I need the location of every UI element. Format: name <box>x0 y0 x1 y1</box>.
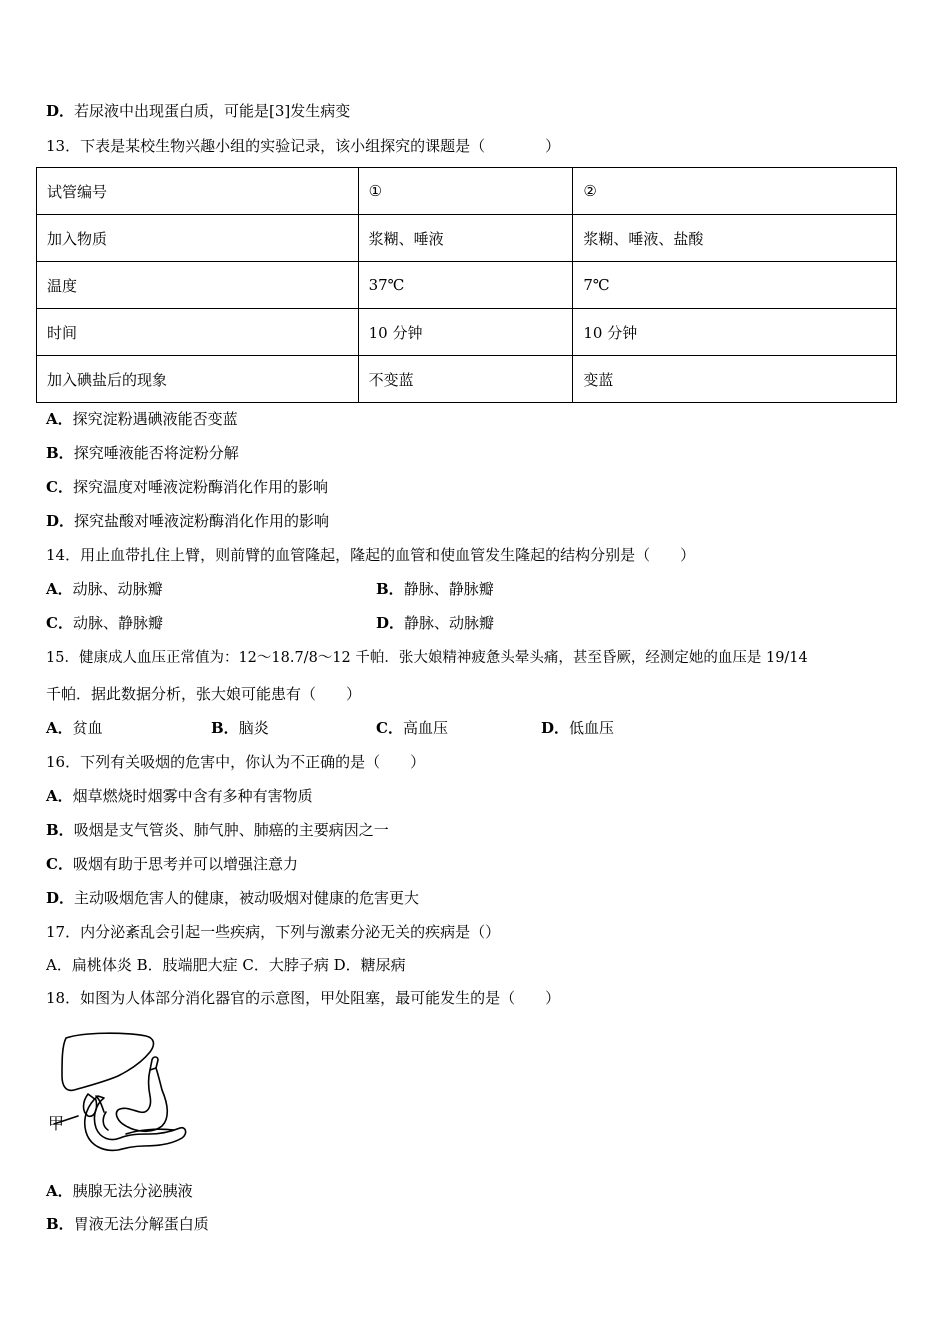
q16-option-b <box>46 820 389 840</box>
table-cell: 变蓝 <box>573 356 897 403</box>
table-row <box>37 356 897 403</box>
option-letter: B． <box>46 444 74 462</box>
q18-option-b <box>46 1214 209 1234</box>
experiment-table <box>36 167 897 403</box>
option-text: 胃液无法分解蛋白质 <box>73 1215 209 1233</box>
table-cell: 10 分钟 <box>573 309 897 356</box>
option-text: 探究淀粉遇碘液能否变蓝 <box>72 410 238 428</box>
option-text: 探究唾液能否将淀粉分解 <box>73 444 239 462</box>
stomach-outline <box>116 1068 167 1131</box>
option-text: 主动吸烟危害人的健康，被动吸烟对健康的危害更大 <box>74 889 420 907</box>
option-text: 脑炎 <box>238 719 269 737</box>
q13-stem: 13．下表是某校生物兴趣小组的实验记录，该小组探究的课题是（ ） <box>46 137 561 155</box>
q15-option-d <box>541 718 614 738</box>
table-cell: 时间 <box>37 309 359 356</box>
duodenum-inner-line <box>103 1112 108 1130</box>
table-row <box>37 309 897 356</box>
option-text: 若尿液中出现蛋白质，可能是[3]发生病变 <box>74 102 351 120</box>
option-letter: D． <box>376 614 405 632</box>
table-cell: 加入物质 <box>37 215 359 262</box>
digestive-organs-drawing <box>44 1030 192 1158</box>
option-text: 动脉、动脉瓣 <box>72 580 163 598</box>
q17-options: A．扁桃体炎 B．肢端肥大症 C．大脖子病 D．糖尿病 <box>46 956 406 974</box>
q15-stem-line-1: 15．健康成人血压正常值为：12～18.7/8～12 千帕．张大娘精神疲惫头晕头痛，甚至昏厥，经测定她的血压是 19/14 <box>46 650 808 666</box>
q18-stem: 18．如图为人体部分消化器官的示意图，甲处阻塞，最可能发生的是（ ） <box>46 989 561 1007</box>
table-cell: 7℃ <box>573 262 897 309</box>
option-letter: C． <box>46 614 73 632</box>
liver-outline <box>62 1033 153 1090</box>
duodenum-pancreas-outline <box>85 1096 186 1150</box>
table-cell: ② <box>573 168 897 215</box>
table-cell: 加入碘盐后的现象 <box>37 356 359 403</box>
option-text: 静脉、静脉瓣 <box>403 580 494 598</box>
table-row <box>37 168 897 215</box>
q13-option-d <box>46 511 329 531</box>
option-letter: B． <box>211 719 239 737</box>
option-letter: A． <box>46 1182 73 1200</box>
table-cell: 浆糊、唾液 <box>358 215 573 262</box>
q15-stem-line-2: 千帕．据此数据分析，张大娘可能患有（ ） <box>46 685 362 703</box>
q13-option-c <box>46 477 328 497</box>
option-letter: D． <box>46 102 75 120</box>
q16-option-a <box>46 786 313 806</box>
q18-option-a <box>46 1181 193 1201</box>
q16-option-c <box>46 854 298 874</box>
option-text: 探究温度对唾液淀粉酶消化作用的影响 <box>72 478 328 496</box>
option-letter: A． <box>46 787 73 805</box>
option-text: 烟草燃烧时烟雾中含有多种有害物质 <box>72 787 313 805</box>
option-text: 静脉、动脉瓣 <box>404 614 495 632</box>
option-letter: B． <box>376 580 404 598</box>
q15-option-a <box>46 718 103 738</box>
table-cell: 37℃ <box>358 262 573 309</box>
option-letter: B． <box>46 821 74 839</box>
table-cell: 不变蓝 <box>358 356 573 403</box>
option-letter: A． <box>46 719 73 737</box>
option-letter: A． <box>46 580 73 598</box>
option-text: 探究盐酸对唾液淀粉酶消化作用的影响 <box>74 512 330 530</box>
q14-option-d <box>376 613 494 633</box>
digestive-organs-figure <box>44 1030 192 1158</box>
table-cell: 10 分钟 <box>358 309 573 356</box>
q12-option-d <box>46 101 350 121</box>
q15-option-c <box>376 718 448 738</box>
option-text: 吸烟有助于思考并可以增强注意力 <box>72 855 298 873</box>
figure-label-jia: 甲 <box>48 1114 65 1133</box>
option-text: 高血压 <box>402 719 448 737</box>
q16-stem: 16．下列有关吸烟的危害中，你认为不正确的是（ ） <box>46 753 426 771</box>
option-letter: C． <box>46 478 73 496</box>
option-text: 吸烟是支气管炎、肺气肿、肺癌的主要病因之一 <box>73 821 389 839</box>
q15-option-b <box>211 718 269 738</box>
option-letter: D． <box>541 719 570 737</box>
option-letter: D． <box>46 512 75 530</box>
option-letter: C． <box>376 719 403 737</box>
option-text: 胰腺无法分泌胰液 <box>72 1182 193 1200</box>
option-text: 动脉、静脉瓣 <box>72 614 163 632</box>
table-cell: 试管编号 <box>37 168 359 215</box>
q17-stem: 17．内分泌紊乱会引起一些疾病，下列与激素分泌无关的疾病是（） <box>46 923 501 941</box>
q13-option-b <box>46 443 239 463</box>
option-letter: D． <box>46 889 75 907</box>
option-letter: B． <box>46 1215 74 1233</box>
table-cell: ① <box>358 168 573 215</box>
option-text: 贫血 <box>72 719 103 737</box>
table-row <box>37 262 897 309</box>
option-letter: C． <box>46 855 73 873</box>
q14-stem: 14．用止血带扎住上臂，则前臂的血管隆起，隆起的血管和使血管发生隆起的结构分别是（ ） <box>46 546 696 564</box>
table-row <box>37 215 897 262</box>
q16-option-d <box>46 888 419 908</box>
q14-option-a <box>46 579 163 599</box>
q13-option-a <box>46 409 238 429</box>
table-cell: 温度 <box>37 262 359 309</box>
q14-option-c <box>46 613 163 633</box>
option-text: 低血压 <box>569 719 615 737</box>
table-cell: 浆糊、唾液、盐酸 <box>573 215 897 262</box>
option-letter: A． <box>46 410 73 428</box>
q14-option-b <box>376 579 494 599</box>
